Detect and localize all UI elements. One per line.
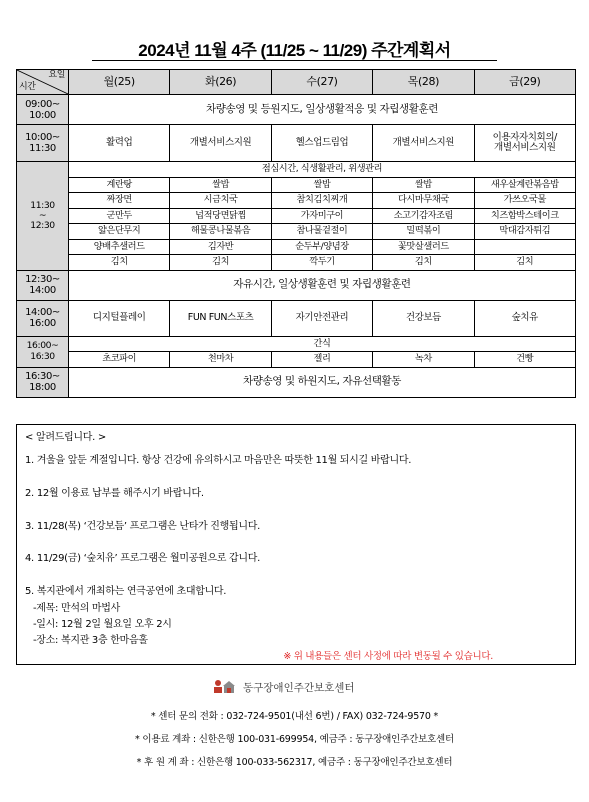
program-wed: 자기안전관리 (271, 300, 372, 336)
day-header-mon: 월(25) (69, 70, 170, 95)
snack-item: 녹차 (373, 352, 474, 368)
day-header-thu: 목(28) (373, 70, 474, 95)
time-cell-lunch: 11:30 ~ 12:30 (17, 162, 69, 271)
menu-row (17, 177, 576, 193)
activity-tue: 개별서비스지원 (170, 125, 271, 162)
menu-item: 치즈함박스테이크 (474, 208, 575, 224)
time-cell-7: 16:30~ 18:00 (17, 367, 69, 397)
menu-item: 소고기감자조림 (373, 208, 474, 224)
time-cell-1: 09:00~ 10:00 (17, 95, 69, 125)
menu-item: 시금치국 (170, 193, 271, 209)
notice-detail-date: -일시: 12월 2일 월요일 오후 2시 (33, 619, 172, 630)
snack-heading: 간식 (69, 336, 576, 352)
notice-box (16, 424, 576, 665)
menu-row (17, 255, 576, 271)
program-tue: FUN FUN스포츠 (170, 300, 271, 336)
time-cell-5: 14:00~ 16:00 (17, 300, 69, 336)
activity-fri: 이용자자치회의/ 개별서비스지원 (474, 125, 575, 162)
notice-warning: ※ 위 내용들은 센터 사정에 따라 변동될 수 있습니다. (283, 651, 493, 662)
notice-heading: < 알려드립니다. > (25, 432, 106, 443)
activity-mon: 활력업 (69, 125, 170, 162)
notice-detail-title: -제목: 만석의 마법사 (33, 603, 121, 614)
time-cell-6: 16:00~ 16:30 (17, 336, 69, 367)
menu-item: 막대감자튀김 (474, 224, 575, 240)
menu-item: 김치 (474, 255, 575, 271)
footer-contact: * 센터 문의 전화 : 032-724-9501(내선 6번) / FAX) 032-724-9570 * (150, 711, 439, 722)
menu-item: 양배추샐러드 (69, 239, 170, 255)
menu-item: 밀떡볶이 (373, 224, 474, 240)
center-logo-icon (213, 678, 239, 694)
notice-item-4: 4. 11/29(금) ‘숲치유’ 프로그램은 월미공원으로 갑니다. (25, 553, 260, 564)
notice-item-1: 1. 겨울을 앞둔 계절입니다. 항상 건강에 유의하시고 마음만은 따뜻한 11월 되시길 바랍니다. (25, 455, 412, 466)
menu-item: 쌀밥 (170, 177, 271, 193)
menu-item: 김치 (170, 255, 271, 271)
slot-row-5 (17, 300, 576, 336)
activity-span-1: 차량송영 및 등원지도, 일상생활적응 및 자립생활훈련 (69, 95, 576, 125)
notice-item-2: 2. 12월 이용료 납부를 해주시기 바랍니다. (25, 488, 204, 499)
menu-item: 넙적당면닭찜 (170, 208, 271, 224)
program-fri: 숲치유 (474, 300, 575, 336)
table-header-row (17, 70, 576, 95)
day-header-tue: 화(26) (170, 70, 271, 95)
footer-fee-account: * 이용료 계좌 : 신한은행 100-031-699954, 예금주 : 동구장애인주간보호센터 (135, 734, 454, 745)
center-name: 동구장애인주간보호센터 (243, 682, 355, 694)
menu-row (17, 224, 576, 240)
menu-item: 해물콩나물볶음 (170, 224, 271, 240)
slot-row-4 (17, 270, 576, 300)
menu-item: 쌀밥 (373, 177, 474, 193)
page-title: 2024년 11월 4주 (11/25 ~ 11/29) 주간계획서 (138, 41, 451, 60)
menu-item: 김치 (373, 255, 474, 271)
slot-row-2 (17, 125, 576, 162)
activity-wed: 헬스업드림업 (271, 125, 372, 162)
title-underline (92, 60, 497, 61)
menu-item: 새우살계란볶음밥 (474, 177, 575, 193)
notice-item-5: 5. 복지관에서 개최하는 연극공연에 초대합니다. (25, 586, 227, 597)
program-mon: 디지털플레이 (69, 300, 170, 336)
menu-item: 계란탕 (69, 177, 170, 193)
snack-heading-row (17, 336, 576, 352)
lunch-heading: 점심시간, 식생활관리, 위생관리 (69, 162, 576, 178)
menu-row (17, 208, 576, 224)
activity-span-7: 차량송영 및 하원지도, 자유선택활동 (69, 367, 576, 397)
day-header-fri: 금(29) (474, 70, 575, 95)
menu-item: 꽃맛살샐러드 (373, 239, 474, 255)
time-label: 시간 (19, 82, 36, 93)
weekly-plan-table (16, 69, 576, 398)
time-cell-2: 10:00~ 11:30 (17, 125, 69, 162)
menu-item: 김자반 (170, 239, 271, 255)
time-cell-4: 12:30~ 14:00 (17, 270, 69, 300)
menu-row (17, 239, 576, 255)
day-label: 요일 (48, 70, 65, 80)
menu-item: 다시마무채국 (373, 193, 474, 209)
center-logo (213, 678, 413, 696)
snack-row (17, 352, 576, 368)
menu-item (474, 239, 575, 255)
menu-item: 순두부/양념장 (271, 239, 372, 255)
menu-row (17, 193, 576, 209)
menu-item: 쌀밥 (271, 177, 372, 193)
menu-item: 깍두기 (271, 255, 372, 271)
slot-row-7 (17, 367, 576, 397)
footer-donation-account: * 후 원 계 좌 : 신한은행 100-033-562317, 예금주 : 동구장애인주간보호센터 (136, 757, 453, 768)
menu-item: 짜장면 (69, 193, 170, 209)
menu-item: 참나물겉절이 (271, 224, 372, 240)
day-header-wed: 수(27) (271, 70, 372, 95)
notice-item-3: 3. 11/28(목) ‘건강보듬’ 프로그램은 난타가 진행됩니다. (25, 521, 260, 532)
snack-item: 천마차 (170, 352, 271, 368)
snack-item: 젤리 (271, 352, 372, 368)
activity-span-4: 자유시간, 일상생활훈련 및 자립생활훈련 (69, 270, 576, 300)
program-thu: 건강보듬 (373, 300, 474, 336)
header-corner-cell (17, 70, 69, 95)
menu-item: 얇은단무지 (69, 224, 170, 240)
snack-item: 초코파이 (69, 352, 170, 368)
menu-item: 가쓰오국물 (474, 193, 575, 209)
menu-item: 가자미구이 (271, 208, 372, 224)
menu-item: 군만두 (69, 208, 170, 224)
menu-item: 참치김치찌개 (271, 193, 372, 209)
slot-row-1 (17, 95, 576, 125)
notice-detail-place: -장소: 복지관 3층 한마음홀 (33, 635, 148, 646)
lunch-heading-row (17, 162, 576, 178)
snack-item: 건빵 (474, 352, 575, 368)
menu-item: 김치 (69, 255, 170, 271)
activity-thu: 개별서비스지원 (373, 125, 474, 162)
